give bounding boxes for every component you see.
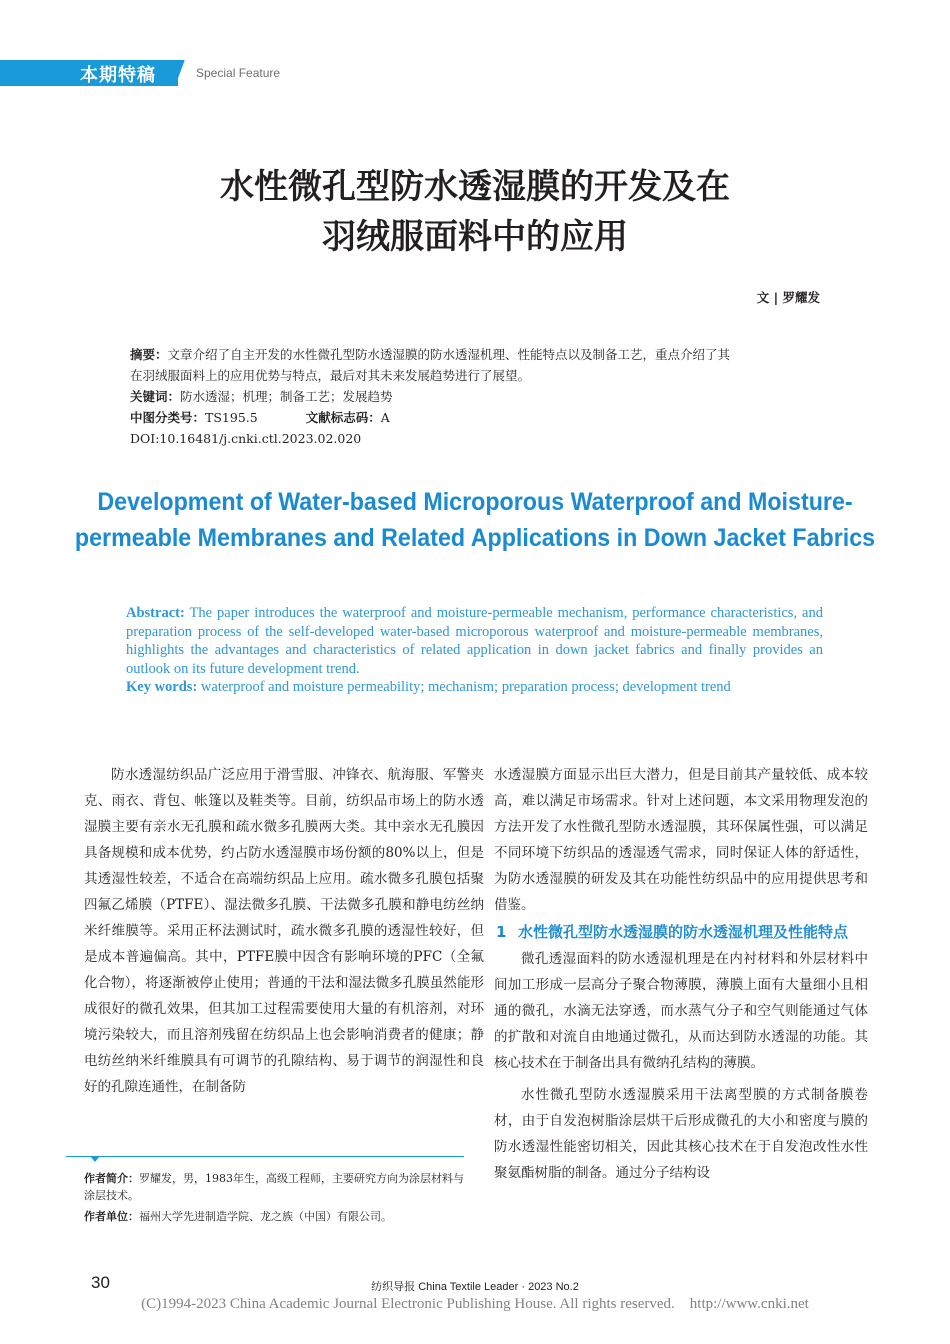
keywords-cn-label: 关键词：	[130, 389, 181, 404]
section-label-en: Special Feature	[196, 66, 281, 80]
doi: DOI:10.16481/j.cnki.ctl.2023.02.020	[130, 431, 362, 446]
keywords-en	[126, 678, 823, 697]
doc-code-value: A	[380, 410, 390, 425]
article-title-en	[70, 484, 879, 556]
title-line-2: 羽绒服面料中的应用	[322, 217, 628, 257]
section-title: 水性微孔型防水透湿膜的防水透湿机理及性能特点	[518, 923, 849, 941]
footnote-divider	[66, 1156, 464, 1157]
author-bio-label: 作者简介：	[84, 1172, 139, 1185]
author-footnote	[84, 1170, 464, 1225]
section-number: 1	[496, 923, 507, 941]
abstract-cn-text-1: 文章介绍了自主开发的水性微孔型防水透湿膜的防水透湿机理、性能特点以及制备工艺，重点介绍了其	[167, 347, 731, 362]
section-heading	[494, 920, 868, 944]
article-title-cn	[0, 162, 950, 262]
author-unit	[84, 1208, 464, 1225]
author-byline: 文 | 罗耀发	[756, 290, 820, 305]
copyright-notice: (C)1994-2023 China Academic Journal Electronic Publishing House. All rights reserved. http://www.cnki.net	[141, 1296, 809, 1312]
doc-code-label: 文献标志码：	[305, 410, 381, 425]
abstract-en-label: Abstract:	[126, 605, 185, 621]
article-meta	[130, 344, 830, 449]
keywords-en-text: waterproof and moisture permeability; mechanism; preparation process; development trend	[200, 679, 731, 695]
abstract-cn-line-2: 在羽绒服面料上的应用优势与特点，最后对其未来发展趋势进行了展望。	[130, 368, 531, 383]
author-bio	[84, 1170, 464, 1204]
abstract-cn-line-1	[130, 344, 830, 365]
classification-row	[130, 407, 830, 428]
body-column-right	[494, 762, 868, 1186]
journal-footer: 纺织导报 China Textile Leader · 2023 No.2	[371, 1281, 579, 1293]
section-banner	[0, 60, 195, 86]
author-unit-label: 作者单位：	[84, 1210, 139, 1223]
keywords-cn	[130, 386, 830, 407]
body-column-left	[84, 762, 484, 1100]
body-paragraph: 水透湿膜方面显示出巨大潜力，但是目前其产量较低、成本较高，难以满足市场需求。针对上述问题，本文采用物理发泡的方法开发了水性微孔型防水透湿膜，其环保属性强，可以满足不同环境下纺织品的透湿透气需求，同时保证人体的舒适性，为防水透湿膜的研发及其在功能性纺织品中的应用提供思考和借鉴。	[494, 767, 868, 913]
author-bio-text: 罗耀发，男，1983年生，高级工程师，主要研究方向为涂层材料与涂层技术。	[84, 1172, 464, 1202]
abstract-en-paragraph	[126, 604, 823, 678]
abstract-cn-label: 摘要：	[130, 347, 168, 362]
keywords-en-label: Key words:	[126, 679, 198, 695]
title-en-line-2: permeable Membranes and Related Applications in Down Jacket Fabrics	[74, 524, 876, 552]
page-number: 30	[91, 1273, 110, 1292]
abstract-en	[126, 604, 823, 697]
section-label-cn: 本期特稿	[80, 65, 156, 86]
keywords-cn-text: 防水透湿；机理；制备工艺；发展趋势	[180, 389, 393, 404]
classification-value: TS195.5	[205, 410, 258, 425]
body-paragraph: 防水透湿纺织品广泛应用于滑雪服、冲锋衣、航海服、军警夹克、雨衣、背包、帐篷以及鞋类等。目前，纺织品市场上的防水透湿膜主要有亲水无孔膜和疏水微多孔膜两大类。其中亲水无孔膜因具备规模和成本优势，约占防水透湿膜市场份额的80%以上，但是其透湿性较差，不适合在高端纺织品上应用。疏水微多孔膜包括聚四氟乙烯膜（PTFE）、湿法微多孔膜、干法微多孔膜和静电纺丝纳米纤维膜等。采用正杯法测试时，疏水微多孔膜的透湿性较好，但是成本普遍偏高。其中，PTFE膜中因含有影响环境的PFC（全氟化合物），将逐渐被停止使用；普通的干法和湿法微多孔膜虽然能形成很好的微孔效果，但其加工过程需要使用大量的有机溶剂，对环境污染较大，而且溶剂残留在纺织品上也会影响消费者的健康；静电纺丝纳米纤维膜具有可调节的孔隙结构、易于调节的润湿性和良好的孔隙连通性，在制备防	[84, 767, 484, 1095]
body-paragraph: 水性微孔型防水透湿膜采用干法离型膜的方式制备膜卷材，由于自发泡树脂涂层烘干后形成微孔的大小和密度与膜的防水透湿性能密切相关，因此其核心技术在于自发泡改性水性聚氨酯树脂的制备。通过分子结构设	[494, 1087, 868, 1181]
classification-label: 中图分类号：	[130, 410, 206, 425]
body-paragraph: 微孔透湿面料的防水透湿机理是在内衬材料和外层材料中间加工形成一层高分子聚合物薄膜，薄膜上面有大量细小且相通的微孔，水滴无法穿透，而水蒸气分子和空气则能通过气体的扩散和对流自由地通过微孔，从而达到防水透湿的功能。其核心技术在于制备出具有微纳孔结构的薄膜。	[494, 951, 868, 1071]
title-line-1: 水性微孔型防水透湿膜的开发及在	[220, 167, 730, 207]
footnote-divider-marker	[90, 1156, 100, 1162]
author-unit-text: 福州大学先进制造学院、龙之族（中国）有限公司。	[139, 1210, 392, 1223]
title-en-line-1: Development of Water-based Microporous Waterproof and Moisture-	[97, 488, 853, 516]
abstract-en-text: The paper introduces the waterproof and moisture-permeable mechanism, performance characteristics, and preparation process of the self-developed water-based microporous waterproof and moisture-permeable membranes, highlights the advantages and characteristics of related application in down jacket fabrics and finally provides an outlook on its future development trend.	[126, 605, 823, 677]
